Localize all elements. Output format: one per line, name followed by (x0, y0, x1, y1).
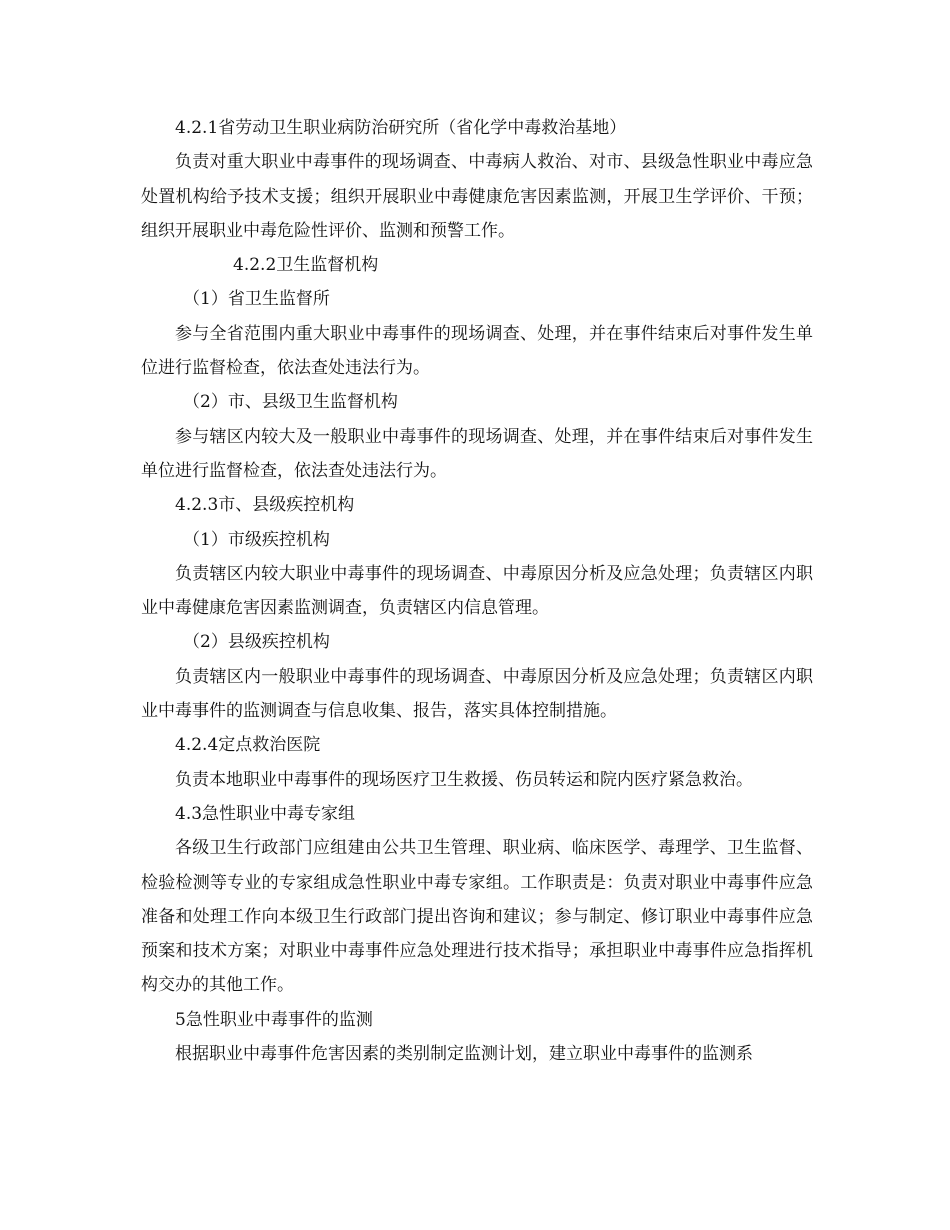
subheading-county-cdc: （2）县级疾控机构 (183, 632, 330, 653)
section-heading-4-2-3: 4.2.3市、县级疾控机构 (175, 495, 355, 516)
paragraph-city-county-supervision: 参与辖区内较大及一般职业中毒事件的现场调查、处理，并在事件结束后对事件发生单位进行监督检查，依法查处违法行为。 (141, 426, 813, 481)
subheading-provincial-supervision: （1）省卫生监督所 (183, 289, 330, 310)
section-heading-5: 5急性职业中毒事件的监测 (175, 1009, 373, 1030)
paragraph-provincial-supervision: 参与全省范围内重大职业中毒事件的现场调查、处理，并在事件结束后对事件发生单位进行监督检查，依法查处违法行为。 (141, 323, 813, 379)
subheading-city-cdc: （1）市级疾控机构 (183, 529, 330, 550)
paragraph-expert-group: 各级卫生行政部门应组建由公共卫生管理、职业病、临床医学、毒理学、卫生监督、检验检测等专业的专家组成急性职业中毒专家组。工作职责是：负责对职业中毒事件应急准备和处理工作向本级卫生行政部门提出咨询和建议；参与制定、修订职业中毒事件应急预案和技术方案；对职业中毒事件应急处理进行技术指导；承担职业中毒事件应急指挥机构交办的其他工作。 (141, 838, 813, 996)
section-heading-4-3: 4.3急性职业中毒专家组 (175, 803, 356, 824)
section-heading-4-2-2: 4.2.2卫生监督机构 (233, 255, 379, 276)
subheading-city-county-supervision: （2）市、县级卫生监督机构 (183, 392, 398, 413)
paragraph-monitoring: 根据职业中毒事件危害因素的类别制定监测计划，建立职业中毒事件的监测系 (175, 1044, 753, 1065)
paragraph-county-cdc: 负责辖区内一般职业中毒事件的现场调查、中毒原因分析及应急处理；负责辖区内职业中毒事件的监测调查与信息收集、报告，落实具体控制措施。 (141, 666, 813, 722)
paragraph-4-2-1-duties: 负责对重大职业中毒事件的现场调查、中毒病人救治、对市、县级急性职业中毒应急处置机构给予技术支援；组织开展职业中毒健康危害因素监测，开展卫生学评价、干预；组织开展职业中毒危险性评价、监测和预警工作。 (141, 152, 813, 241)
paragraph-designated-hospital: 负责本地职业中毒事件的现场医疗卫生救援、伤员转运和院内医疗紧急救治。 (175, 769, 753, 790)
section-heading-4-2-4: 4.2.4定点救治医院 (175, 735, 321, 756)
paragraph-city-cdc: 负责辖区内较大职业中毒事件的现场调查、中毒原因分析及应急处理；负责辖区内职业中毒健康危害因素监测调查，负责辖区内信息管理。 (141, 563, 813, 619)
document-page (141, 111, 813, 1071)
section-heading-4-2-1: 4.2.1省劳动卫生职业病防治研究所（省化学中毒救治基地） (175, 118, 627, 138)
